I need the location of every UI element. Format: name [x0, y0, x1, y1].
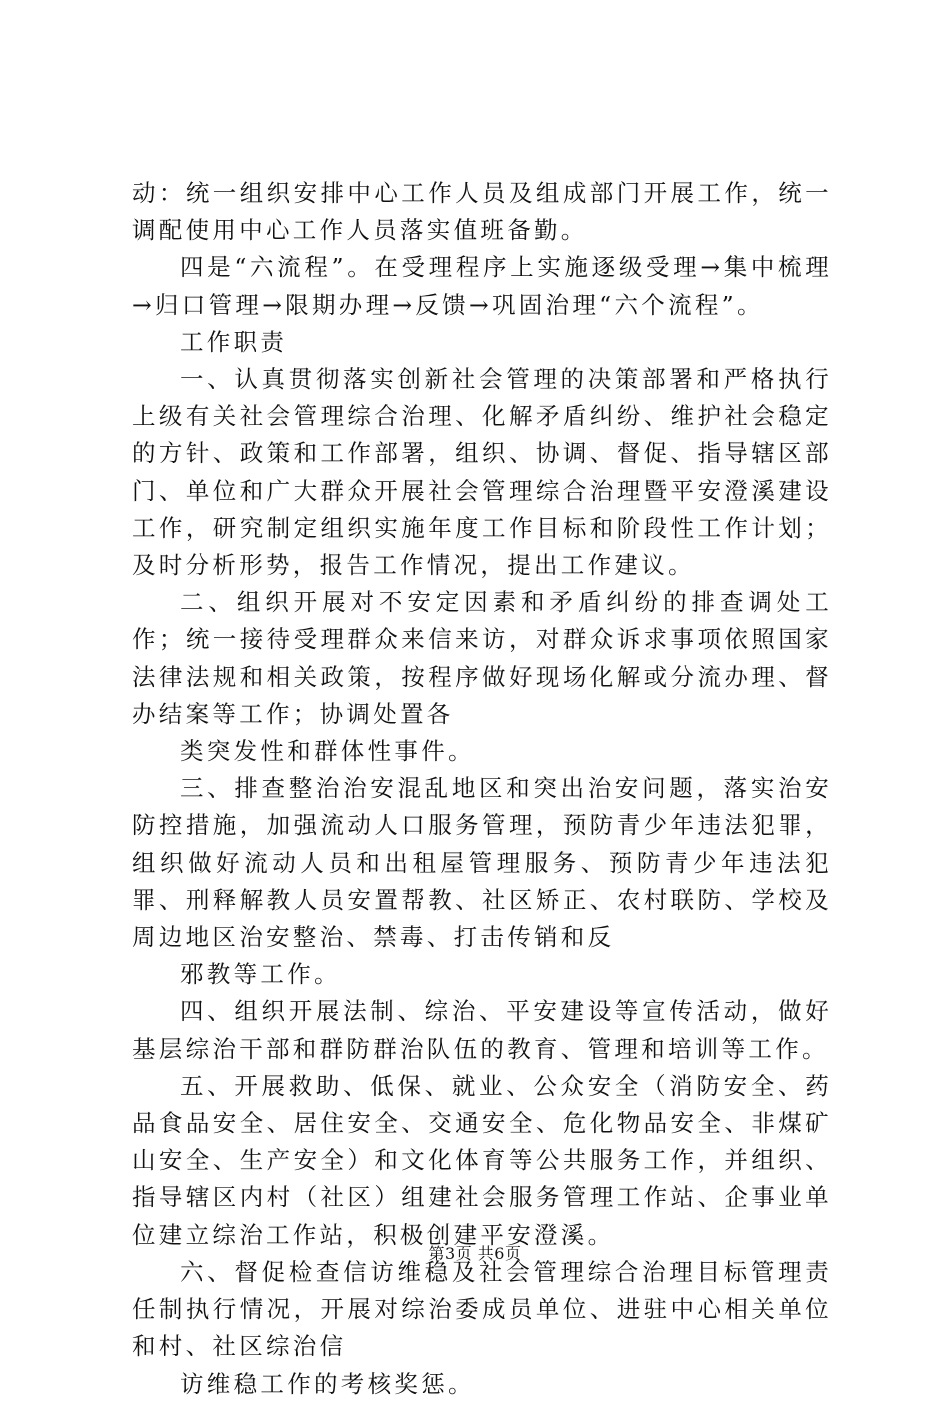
- paragraph: 四是“六流程”。在受理程序上实施逐级受理→集中梳理→归口管理→限期办理→反馈→巩固治理“六个流程”。: [132, 253, 832, 319]
- document-body: [132, 175, 832, 1403]
- paragraph: 四、组织开展法制、综治、平安建设等宣传活动，做好基层综治干部和群防群治队伍的教育、管理和培训等工作。: [132, 997, 832, 1063]
- paragraph: 类突发性和群体性事件。: [180, 737, 475, 766]
- paragraph: 动：统一组织安排中心工作人员及组成部门开展工作，统一调配使用中心工作人员落实值班备勤。: [132, 179, 832, 245]
- paragraph: 二、组织开展对不安定因素和矛盾纠纷的排查调处工作；统一接待受理群众来信来访，对群众诉求事项依照国家法律法规和相关政策，按程序做好现场化解或分流办理、督办结案等工作；协调处置各: [132, 588, 832, 728]
- section-heading: 工作职责: [180, 327, 288, 356]
- paragraph: 三、排查整治治安混乱地区和突出治安问题，落实治安防控措施，加强流动人口服务管理，预防青少年违法犯罪，组织做好流动人员和出租屋管理服务、预防青少年违法犯罪、刑释解教人员安置帮教、社区矫正、农村联防、学校及周边地区治安整治、禁毒、打击传销和反: [132, 774, 832, 952]
- page-number-footer: 第3页 共6页: [428, 1244, 522, 1263]
- paragraph: 访维稳工作的考核奖惩。: [180, 1369, 475, 1398]
- paragraph: 六、督促检查信访维稳及社会管理综合治理目标管理责任制执行情况，开展对综治委成员单位、进驻中心相关单位和村、社区综治信: [132, 1257, 832, 1361]
- paragraph: 邪教等工作。: [180, 960, 341, 989]
- paragraph: 一、认真贯彻落实创新社会管理的决策部署和严格执行上级有关社会管理综合治理、化解矛盾纠纷、维护社会稳定的方针、政策和工作部署，组织、协调、督促、指导辖区部门、单位和广大群众开展社会管理综合治理暨平安澄溪建设工作，研究制定组织实施年度工作目标和阶段性工作计划；及时分析形势，报告工作情况，提出工作建议。: [132, 365, 832, 580]
- paragraph: 五、开展救助、低保、就业、公众安全（消防安全、药品食品安全、居住安全、交通安全、危化物品安全、非煤矿山安全、生产安全）和文化体育等公共服务工作，并组织、指导辖区内村（社区）组建社会服务管理工作站、企事业单位建立综治工作站，积极创建平安澄溪。: [132, 1071, 832, 1249]
